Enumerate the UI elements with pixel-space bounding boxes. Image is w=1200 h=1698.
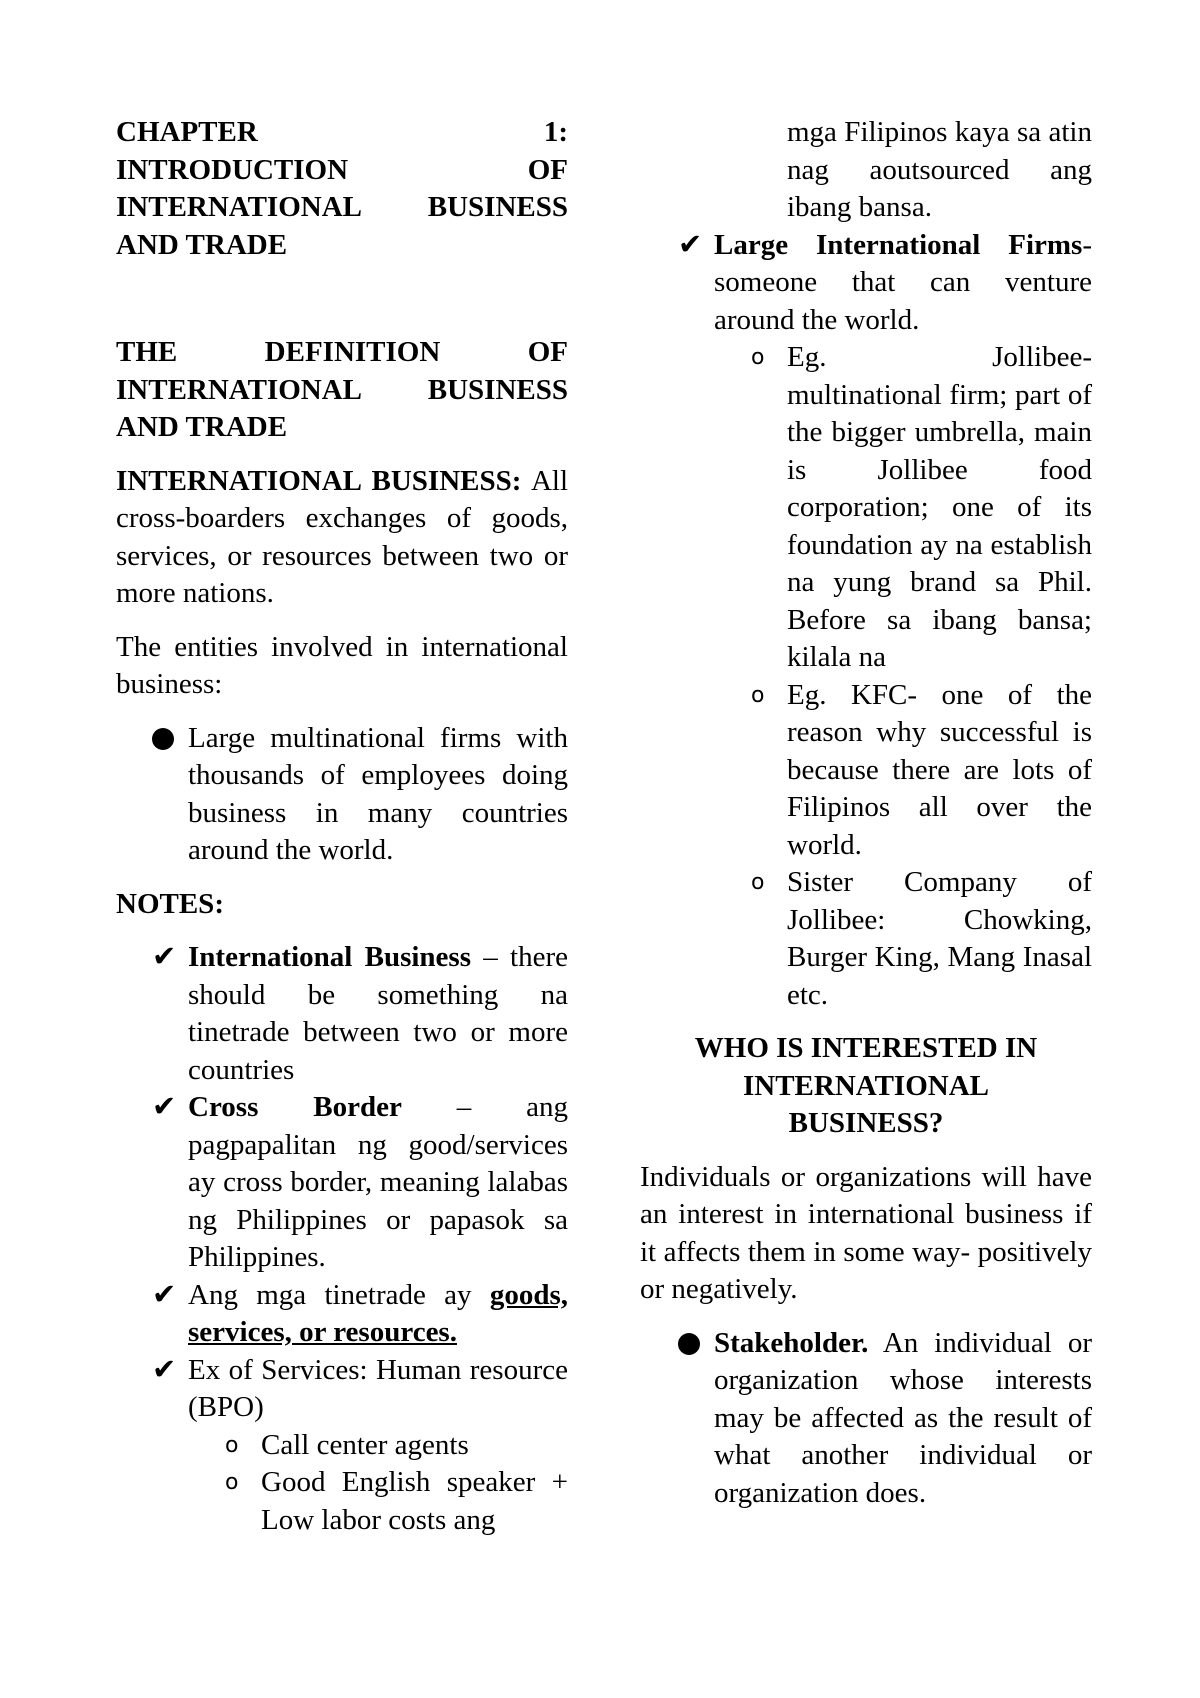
note-term: Large International Firms (714, 228, 1083, 261)
filled-circle-bullet-icon (678, 1325, 708, 1366)
chapter-title (116, 114, 568, 264)
ib-definition (116, 463, 568, 613)
note-item-international-business (152, 939, 568, 1089)
note-item-services (152, 1352, 568, 1427)
sub-item-english-speaker (225, 1464, 568, 1539)
chapter-label: CHAPTER (116, 116, 258, 148)
ib-definition-label: INTERNATIONAL BUSINESS: (116, 464, 522, 497)
chapter-title-line2: INTRODUCTION OF (116, 153, 568, 186)
note-underlined-text: goods, services, or resources. (188, 1278, 568, 1348)
hollow-circle-icon: o (225, 1432, 239, 1458)
note-text: – there should be something na tinetrade between two or more countries (188, 941, 568, 1086)
note-term: Cross Border (188, 1091, 402, 1123)
who-heading-line1: WHO IS INTERESTED IN (694, 1032, 1038, 1064)
stakeholder-item (714, 1325, 1092, 1513)
definition-heading-line3: AND TRADE (116, 411, 288, 443)
chapter-title-line3: INTERNATIONAL BUSINESS (116, 191, 568, 223)
sub-item-jollibee (751, 339, 1092, 677)
who-heading (640, 1030, 1092, 1143)
note-item-cross-border (152, 1089, 568, 1277)
chapter-number: 1: (543, 116, 568, 148)
chapter-title-line1 (116, 114, 568, 152)
who-paragraph: Individuals or organizations will have an interest in international business if it affects them in some way- positively or negatively. (640, 1160, 1092, 1305)
left-column (116, 114, 568, 1539)
definition-heading-line2: INTERNATIONAL BUSINESS (116, 373, 568, 406)
hollow-circle-icon: o (225, 1470, 239, 1495)
note-text: Ex of Services: Human resource (BPO) (188, 1353, 568, 1423)
check-mark-icon: ✔ (152, 1278, 177, 1311)
stakeholder-text: An individual or organization whose interests may be affected as the result of what another individual or organization does. (714, 1326, 1092, 1509)
entities-intro: The entities involved in international business: (116, 630, 568, 700)
notes-heading: NOTES: (116, 887, 224, 920)
note-term: International Business (188, 941, 471, 973)
note-text: – ang pagpapalitan ng good/services ay cross border, meaning lalabas ng Philippines or papasok sa Philippines. (188, 1091, 568, 1273)
sub-item-sister-company (751, 864, 1092, 1014)
sub-item-text: Call center agents (261, 1428, 469, 1461)
sub-item-english-speaker-continued (787, 114, 1092, 227)
sub-item-kfc (751, 677, 1092, 865)
definition-heading-line1: THE DEFINITION OF (116, 336, 568, 368)
check-mark-icon: ✔ (152, 1091, 177, 1123)
check-mark-icon: ✔ (678, 228, 703, 261)
entity-item (188, 720, 568, 870)
note-text: Ang mga tinetrade ay (188, 1278, 490, 1311)
filled-circle-bullet-icon (152, 720, 182, 761)
entity-item-text: Large multinational firms with thousands of employees doing business in many countries around the world. (188, 721, 568, 866)
sub-item-text-part1: Good English speaker + Low labor costs ang (261, 1466, 568, 1536)
who-heading-line3: BUSINESS? (788, 1107, 944, 1139)
hollow-circle-icon: o (751, 870, 765, 895)
check-mark-icon: ✔ (152, 941, 177, 973)
sub-item-text: Eg. Jollibee- multinational firm; part of the bigger umbrella, main is Jollibee food corporation; one of its foundation ay na establish na yung brand sa Phil. Before sa ibang bansa; kilala na (787, 341, 1092, 673)
who-heading-line2: INTERNATIONAL (742, 1069, 989, 1102)
check-mark-icon: ✔ (152, 1353, 177, 1386)
sub-item-text: Eg. KFC- one of the reason why successful is because there are lots of Filipinos all over the world. (787, 678, 1092, 861)
ib-definition-text: All cross-boarders exchanges of goods, services, or resources between two or more nations. (116, 464, 568, 609)
definition-heading (116, 334, 568, 447)
chapter-title-line4: AND TRADE (116, 228, 288, 261)
note-item-large-firms (678, 227, 1092, 340)
stakeholder-term: Stakeholder. (714, 1326, 869, 1359)
sub-item-text-part2: mga Filipinos kaya sa atin nag aoutsourced ang ibang bansa. (787, 116, 1092, 223)
sub-item-call-center (225, 1427, 568, 1465)
note-text: - someone that can venture around the world. (714, 228, 1092, 336)
right-column (640, 114, 1092, 1512)
sub-item-text: Sister Company of Jollibee: Chowking, Burger King, Mang Inasal etc. (787, 866, 1092, 1011)
hollow-circle-icon: o (751, 682, 765, 708)
note-item-tinetrade (152, 1277, 568, 1352)
hollow-circle-icon: o (751, 345, 765, 370)
